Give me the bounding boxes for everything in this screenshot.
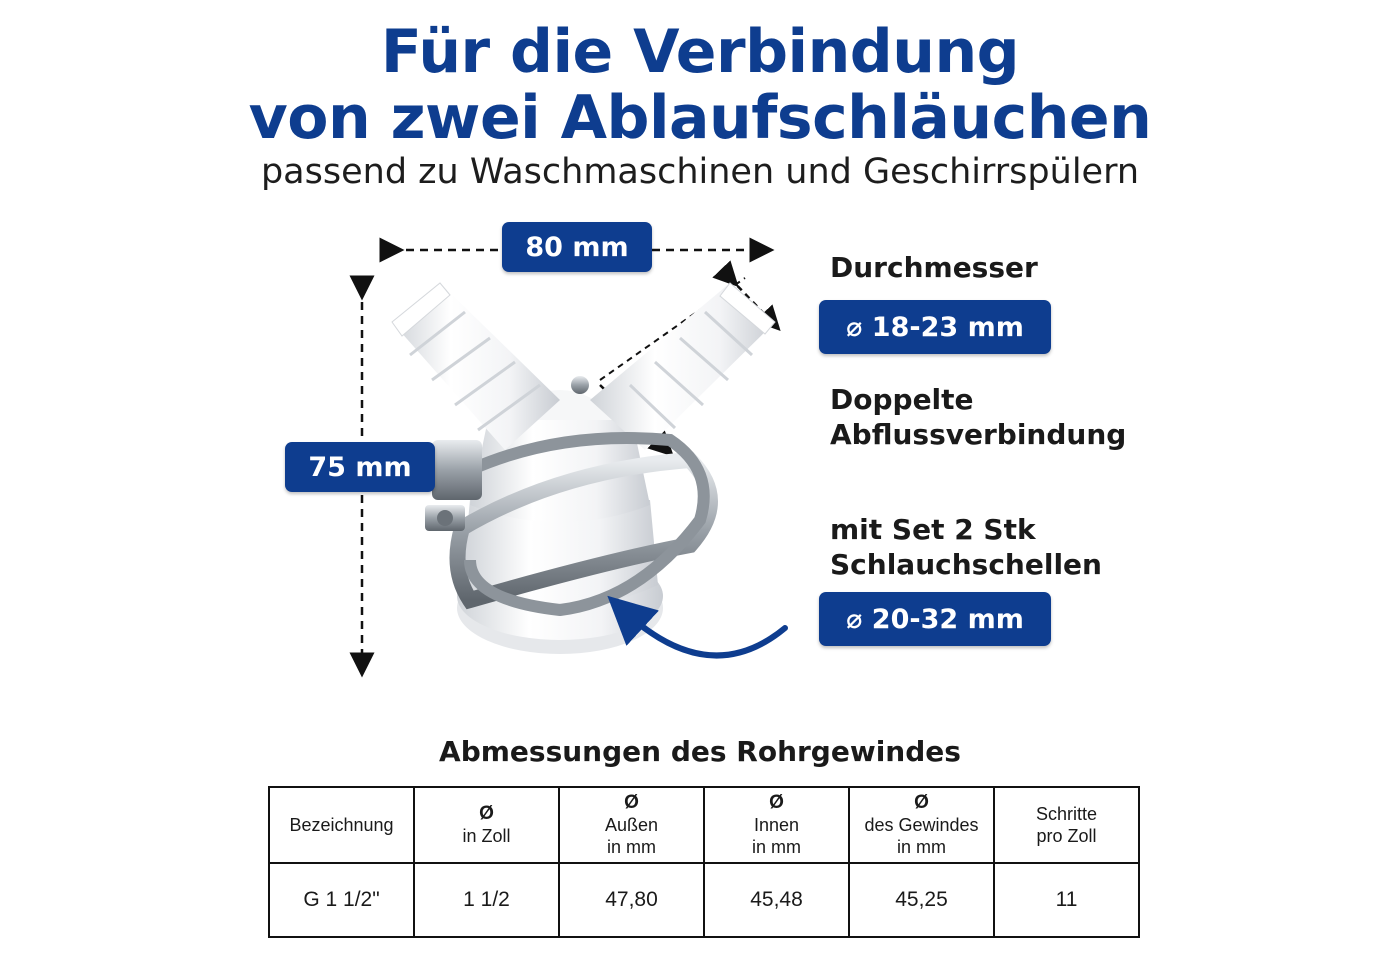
double-drain-line-2: Abflussverbindung xyxy=(830,418,1127,451)
page-title-line-1: Für die Verbindung xyxy=(380,17,1020,87)
cell-outer: 47,80 xyxy=(559,863,704,937)
table-row xyxy=(269,863,1139,937)
clamp-set-line-2: Schlauchschellen xyxy=(830,548,1102,581)
thread-dimensions-table xyxy=(268,786,1140,938)
cell-inner: 45,48 xyxy=(704,863,849,937)
clamp-set-line-1: mit Set 2 Stk xyxy=(830,513,1036,546)
diameter-heading: Durchmesser xyxy=(830,251,1038,284)
header-inner: Ø Innen in mm xyxy=(704,787,849,863)
cell-designation: G 1 1/2" xyxy=(269,863,414,937)
page-subtitle: passend zu Waschmaschinen und Geschirrspülern xyxy=(260,152,1140,192)
header-outer: Ø Außen in mm xyxy=(559,787,704,863)
width-badge: 80 mm xyxy=(502,222,652,272)
cell-tpi: 11 xyxy=(994,863,1139,937)
cell-inch: 1 1/2 xyxy=(414,863,559,937)
clamp-diameter-badge: ⌀ 20-32 mm xyxy=(819,592,1051,646)
cell-thread: 45,25 xyxy=(849,863,994,937)
page-title-line-2: von zwei Ablaufschläuchen xyxy=(248,83,1152,153)
diameter-badge: ⌀ 18-23 mm xyxy=(819,300,1051,354)
header-inch: Ø in Zoll xyxy=(414,787,559,863)
header-thread: Ø des Gewindes in mm xyxy=(849,787,994,863)
table-header-row xyxy=(269,787,1139,863)
top-screw xyxy=(571,376,589,394)
double-drain-line-1: Doppelte xyxy=(830,383,974,416)
table-title: Abmessungen des Rohrgewindes xyxy=(439,735,961,768)
header-designation: Bezeichnung xyxy=(269,787,414,863)
header-tpi: Schritte pro Zoll xyxy=(994,787,1139,863)
height-badge: 75 mm xyxy=(285,442,435,492)
